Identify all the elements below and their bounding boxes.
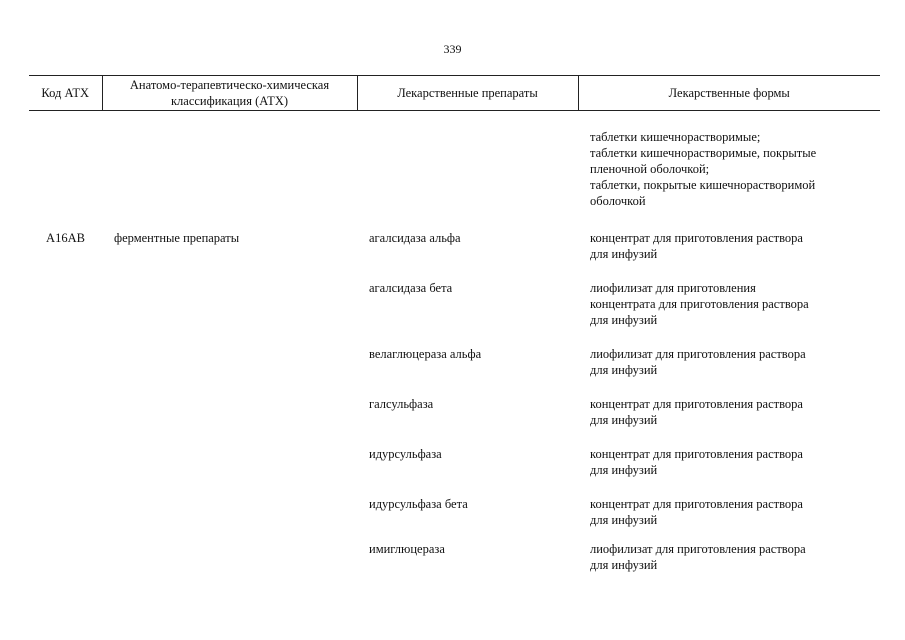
table-row (29, 209, 880, 262)
dosage-form-line: лиофилизат для приготовления раствора (590, 347, 806, 361)
dosage-form-line: для инфузий (590, 513, 658, 527)
table-row (29, 262, 880, 328)
drug-name: агалсидаза альфа (369, 231, 461, 245)
header-medicinal-products: Лекарственные препараты (357, 76, 578, 111)
dosage-form-line: пленочной оболочкой; (590, 162, 710, 176)
atc-code: A16AB (46, 231, 85, 245)
header-atc-classification-line-1: Анатомо-терапевтическо-химическая (129, 78, 330, 92)
drug-name: идурсульфаза бета (369, 497, 468, 511)
dosage-form-line: для инфузий (590, 413, 658, 427)
table-header (29, 76, 880, 111)
header-atc-classification-line-2: классификация (АТХ) (170, 94, 289, 108)
table-row (29, 478, 880, 528)
dosage-form-line: для инфузий (590, 463, 658, 477)
drug-classification-table (29, 75, 880, 573)
dosage-form-line: таблетки кишечнорастворимые; (590, 130, 761, 144)
cell-classification (102, 111, 357, 210)
cell-dosage-forms (578, 209, 880, 262)
drug-name: галсульфаза (369, 397, 434, 411)
dosage-form-line: таблетки, покрытые кишечнорастворимой (590, 178, 816, 192)
cell-dosage-forms (578, 111, 880, 210)
cell-dosage-forms (578, 528, 880, 573)
dosage-form-line: для инфузий (590, 313, 658, 327)
header-dosage-forms: Лекарственные формы (578, 76, 880, 111)
table-row (29, 378, 880, 428)
cell-dosage-forms (578, 478, 880, 528)
table-row-continuation (29, 111, 880, 210)
drug-name: агалсидаза бета (369, 281, 453, 295)
dosage-form-line: концентрат для приготовления раствора (590, 231, 803, 245)
drug-name: велаглюцераза альфа (369, 347, 482, 361)
page-number: 339 (443, 42, 462, 56)
dosage-form-line: для инфузий (590, 558, 658, 572)
cell-dosage-forms (578, 378, 880, 428)
dosage-form-line: концентрат для приготовления раствора (590, 447, 803, 461)
dosage-form-line: таблетки кишечнорастворимые, покрытые (590, 146, 817, 160)
cell-dosage-forms (578, 428, 880, 478)
drug-name: имиглюцераза (369, 542, 445, 556)
table-row (29, 428, 880, 478)
dosage-form-line: концентрат для приготовления раствора (590, 497, 803, 511)
atc-classification: ферментные препараты (114, 231, 240, 245)
dosage-form-line: лиофилизат для приготовления раствора (590, 542, 806, 556)
drug-name: идурсульфаза (369, 447, 442, 461)
header-atc-code: Код АТХ (29, 76, 102, 111)
dosage-form-line: концентрат для приготовления раствора (590, 397, 803, 411)
cell-dosage-forms (578, 262, 880, 328)
table-row (29, 328, 880, 378)
table-row (29, 528, 880, 573)
dosage-form-line: для инфузий (590, 247, 658, 261)
dosage-form-line: для инфузий (590, 363, 658, 377)
dosage-form-line: лиофилизат для приготовления (590, 281, 756, 295)
cell-code (29, 111, 102, 210)
cell-drug (357, 111, 578, 210)
cell-dosage-forms (578, 328, 880, 378)
header-atc-classification (102, 76, 357, 111)
dosage-form-line: концентрата для приготовления раствора (590, 297, 809, 311)
dosage-form-line: оболочкой (590, 194, 646, 208)
